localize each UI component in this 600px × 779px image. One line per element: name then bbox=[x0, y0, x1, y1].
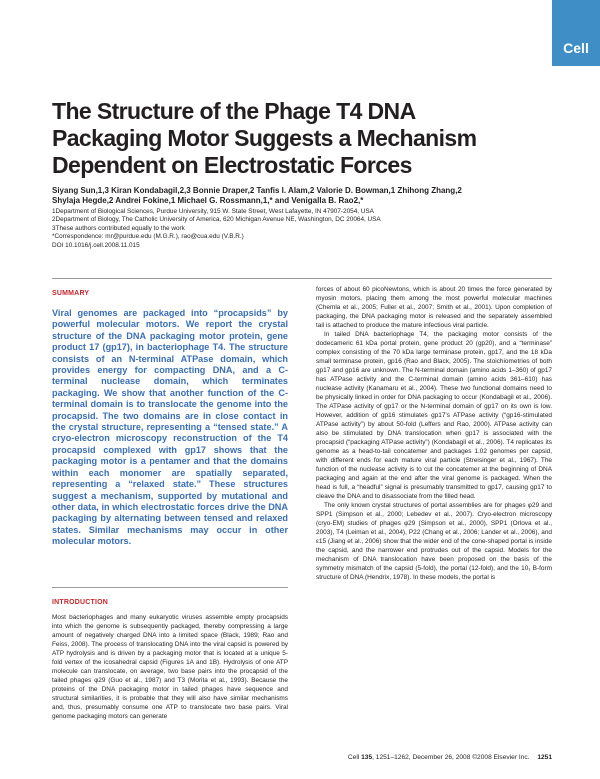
affiliation-1: 1Department of Biological Sciences, Purdue University, 915 W. State Street, West Lafayette, IN 47907-2054, USA bbox=[52, 208, 374, 215]
author-line-1: Siyang Sun,1,3 Kiran Kondabagil,2,3 Bonnie Draper,2 Tanfis I. Alam,2 Valorie D. Bowman,1 Zhihong Zhang,2 bbox=[52, 186, 462, 195]
intro-column bbox=[52, 613, 288, 721]
summary-text: Viral genomes are packaged into “procapsids” by powerful molecular motors. We report the crystal structure of the DNA packaging motor protein, gene product 17 (gp17), in bacteriophage T4. The structure consists of an N-terminal ATPase domain, which provides energy for compacting DNA, and a C-terminal nuclease domain, which terminates packaging. We show that another function of the C-terminal domain is to translocate the genome into the procapsid. The two domains are in close contact in the crystal structure, representing a “tensed state.” A cryo-electron microscopy reconstruction of the T4 procapsid complexed with gp17 shows that the packaging motor is a pentamer and that the domains within each monomer are spatially separated, representing a “relaxed state.” These structures suggest a mechanism, supported by mutational and other data, in which electrostatic forces drive the DNA packaging by alternating between tensed and relaxed states. Similar mechanisms may occur in other molecular motors. bbox=[52, 308, 288, 547]
intro-paragraph: Most bacteriophages and many eukaryotic viruses assemble empty procapsids into which the genome is subsequently packaged, thereby compressing a large amount of negatively charged DNA into a limited space (Black, 1989; Rao and Feiss, 2008). The process of translocating DNA into the viral capsid is powered by ATP hydrolysis and is driven by a packaging motor that is located at a unique 5-fold vertex of the icosahedral capsid (Figures 1A and 1B). Hydrolysis of one ATP molecule can translocate, on average, two base pairs into the procapsid of the tailed phages φ29 (Guo et al., 1987) and T3 (Morita et al., 1993). Because the proteins of the DNA packaging motor in tailed phages have sequence and structural similarities, it is probable that they will also have similar mechanisms and, thus, presumably consume one ATP to translocate two base pairs. Viral genome packaging motors can generate bbox=[52, 614, 288, 720]
correspondence: *Correspondence: mr@purdue.edu (M.G.R.), rao@cua.edu (V.B.R.) bbox=[52, 233, 244, 241]
right-paragraph-3: The only known crystal structures of portal assemblies are for phages φ29 and SPP1 (Simpson et al., 2000; Lebedev et al., 2007). Cryo-electron microscopy (cryo-EM) studies of phages φ29 (Simpson et al., 2000), SPP1 (Orlova et al., 2003), T4 (Leiman et al., 2004), P22 (Chang et al., 2006; Lander et al., 2006), and ε15 (Jiang et al., 2006) show that the wider end of the cone-shaped portal is inside the capsid, and the narrower end protrudes out of the capsid. Models for the mechanism of DNA translocation have been proposed on the basis of the symmetry mismatch of the capsid (5-fold), the portal (12-fold), and the 10₁ B-form structure of DNA (Hendrix, 1978). In these models, the portal is bbox=[316, 502, 552, 581]
author-list bbox=[52, 186, 552, 207]
right-paragraph-1: forces of about 60 picoNewtons, which is about 20 times the force generated by myosin motors, placing them among the most powerful molecular machines (Chemla et al., 2005; Fuller et al., 2007; Smith et al., 2001). Upon completion of packaging, the DNA packaging motor is released and the separately assembled tail is attached to produce the mature infectious viral particle. bbox=[316, 286, 552, 329]
header-divider bbox=[52, 278, 552, 279]
footer-journal: Cell bbox=[347, 754, 360, 761]
summary-heading: SUMMARY bbox=[52, 290, 90, 297]
author-line-2: Shylaja Hegde,2 Andrei Fokine,1 Michael G. Rossmann,1,* and Venigalla B. Rao2,* bbox=[52, 196, 364, 206]
footer-citation: , 1251–1262, December 26, 2008 ©2008 Elsevier Inc. bbox=[372, 754, 530, 761]
affiliation-2: 2Department of Biology, The Catholic University of America, 620 Michigan Avenue NE, Washington, DC 20064, USA bbox=[52, 216, 381, 224]
right-column bbox=[316, 285, 552, 582]
page-footer bbox=[300, 754, 552, 761]
page-number: 1251 bbox=[537, 754, 552, 761]
right-paragraph-2: In tailed DNA bacteriophage T4, the packaging motor consists of the dodecameric 61 kDa portal protein, gene product 20 (gp20), and a “terminase” complex consisting of the 70 kDa large terminase protein, gp17, and the 18 kDa small terminase protein, gp16 (Rao and Black, 2005). The stoichiometries of both gp17 and gp16 are unknown. The N-terminal domain (amino acids 1–360) of gp17 has ATPase activity and the C-terminal domain (amino acids 361–610) has nuclease activity (Kanamaru et al., 2004). These two functional domains need to be physically linked in order for DNA packaging to occur (Kondabagil et al., 2006). The ATPase activity of gp17 or the N-terminal domain of gp17 on its own is low. However, addition of gp16 stimulates gp17’s ATPase activity (“gp16-stimulated ATPase activity”) by about 50-fold (Leffers and Rao, 2000). ATPase activity can also be stimulated by DNA translocation when gp17 is associated with the procapsid (“packaging ATPase activity”) (Kondabagil et al., 2006). T4 replicates its genome as a head-to-tail concatemer and packages 1.02 genomes per capsid, with different ends for each mature viral particle (Streisinger et al., 1967). The function of the nuclease activity is to cut the concatemer at the beginning of DNA packaging and again at the end after the viral genome is packaged. When the head is full, a “headful” signal is presumably transmitted to gp17, causing gp17 to cleave the DNA and to disassociate from the filled head. bbox=[316, 331, 552, 500]
summary-divider bbox=[52, 587, 288, 588]
doi: DOI 10.1016/j.cell.2008.11.015 bbox=[52, 241, 140, 249]
article-title: The Structure of the Phage T4 DNA Packaging Motor Suggests a Mechanism Dependent on Electrostatic Forces bbox=[52, 98, 477, 178]
footer-volume: 135 bbox=[361, 754, 373, 761]
intro-heading: INTRODUCTION bbox=[52, 599, 109, 606]
journal-logo-text: Cell bbox=[563, 40, 589, 56]
journal-logo bbox=[552, 0, 600, 66]
equal-contribution-note: 3These authors contributed equally to the work bbox=[52, 224, 185, 232]
affiliations bbox=[52, 208, 552, 250]
